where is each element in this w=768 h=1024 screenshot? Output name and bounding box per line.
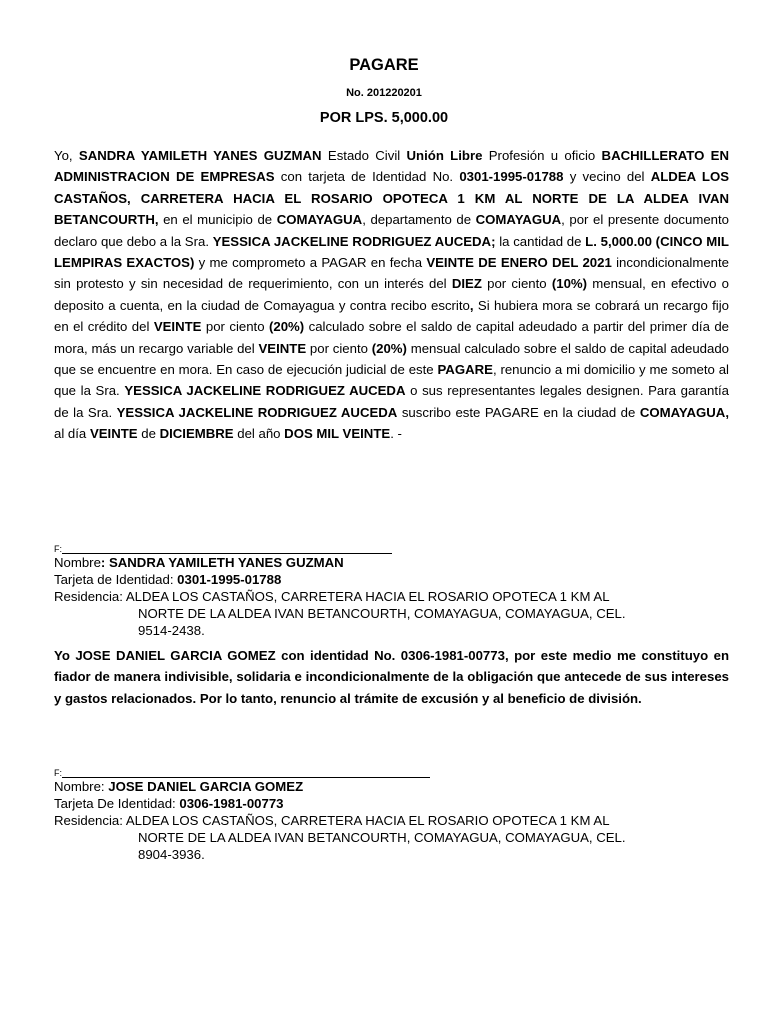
body-text: con tarjeta de Identidad No. bbox=[274, 169, 460, 185]
body-text: mensual calculado sobre el saldo de capital adeudado que se encuentre en mora. En caso de ejecución judicial de este bbox=[54, 340, 729, 378]
department: COMAYAGUA bbox=[475, 212, 562, 228]
interest-percent: (10%) bbox=[551, 276, 588, 292]
debtor-residence-row bbox=[54, 588, 729, 605]
variable-surcharge-word: VEINTE bbox=[258, 340, 307, 356]
profession: BACHILLERATO EN ADMINISTRACION DE EMPRESAS bbox=[54, 148, 729, 185]
name-value: : SANDRA YAMILETH YANES GUZMAN bbox=[100, 555, 344, 570]
signature-label: F: bbox=[54, 768, 62, 778]
body-text: incondicionalmente sin protesto y sin necesidad de requerimiento, con un interés del bbox=[54, 255, 729, 292]
creditor-name: YESSICA JACKELINE RODRIGUEZ AUCEDA bbox=[116, 404, 398, 420]
debtor-name: SANDRA YAMILETH YANES GUZMAN bbox=[78, 148, 322, 163]
creditor-name: YESSICA JACKELINE RODRIGUEZ AUCEDA bbox=[124, 383, 406, 399]
fixed-surcharge-word: VEINTE bbox=[153, 319, 202, 335]
body-text: . - bbox=[390, 426, 402, 442]
guarantor-statement: Yo JOSE DANIEL GARCIA GOMEZ con identidad No. 0306-1981-00773, por este medio me constituyo en fiador de manera indivisible, solidaria e incondicionalmente de la obligación que antecede de sus intereses y gastos relacionados. Por lo tanto, renuncio al trámite de excusión y al beneficio de división. bbox=[54, 648, 729, 706]
debtor-id-row bbox=[54, 571, 729, 588]
debtor-id: 0301-1995-01788 bbox=[459, 169, 564, 185]
id-value: 0301-1995-01788 bbox=[177, 572, 282, 587]
signature-line bbox=[54, 768, 729, 778]
residence-label: Residencia: bbox=[54, 589, 126, 604]
id-value: 0306-1981-00773 bbox=[179, 796, 284, 811]
debt-amount: L. 5,000.00 (CINCO MIL LEMPIRAS EXACTOS) bbox=[54, 233, 729, 271]
body-text: Profesión u oficio bbox=[482, 148, 602, 163]
signing-day: VEINTE bbox=[89, 426, 138, 442]
body-text: por ciento bbox=[481, 276, 552, 292]
residence-line: ALDEA LOS CASTAÑOS, CARRETERA HACIA EL ROSARIO OPOTECA 1 KM AL bbox=[125, 589, 610, 604]
municipality: COMAYAGUA bbox=[276, 212, 363, 228]
guarantor-signature-block bbox=[54, 768, 729, 863]
debtor-name-row bbox=[54, 554, 729, 571]
residence-label: Residencia: bbox=[54, 813, 126, 828]
residence-line: ALDEA LOS CASTAÑOS, CARRETERA HACIA EL ROSARIO OPOTECA 1 KM AL bbox=[125, 813, 610, 828]
signature-underline bbox=[62, 544, 392, 554]
body-text: del año bbox=[233, 426, 285, 442]
residence-line: 9514-2438. bbox=[138, 623, 205, 638]
signature-label: F: bbox=[54, 544, 62, 554]
body-text: de bbox=[137, 426, 160, 442]
promissory-note-body bbox=[54, 145, 729, 445]
body-text: Yo, bbox=[54, 148, 79, 163]
guarantor-residence-row bbox=[54, 812, 729, 829]
interest-word: DIEZ bbox=[451, 276, 482, 292]
body-text: o sus representantes legales designen. Para garantía de la Sra. bbox=[54, 383, 729, 420]
document-number: No. 201220201 bbox=[346, 87, 422, 99]
name-value: JOSE DANIEL GARCIA GOMEZ bbox=[108, 779, 304, 794]
body-text: y me comprometo a PAGAR en fecha bbox=[194, 255, 427, 271]
body-text: , departamento de bbox=[362, 212, 476, 228]
id-label: Tarjeta De Identidad: bbox=[54, 796, 180, 811]
debtor-signature-block bbox=[54, 544, 729, 639]
body-text: al día bbox=[54, 426, 90, 442]
body-text: mensual, en efectivo o deposito a cuenta, en la ciudad de Comayagua y contra recibo escrito bbox=[54, 276, 729, 313]
residence-line: 8904-3936. bbox=[138, 847, 205, 862]
residence-line: NORTE DE LA ALDEA IVAN BETANCOURTH, COMAYAGUA, COMAYAGUA, CEL. bbox=[138, 830, 626, 845]
debtor-address: ALDEA LOS CASTAÑOS, CARRETERA HACIA EL ROSARIO OPOTECA 1 KM AL NORTE DE LA ALDEA IVAN BETANCOURTH, bbox=[54, 169, 729, 228]
fixed-surcharge-percent: (20%) bbox=[268, 319, 305, 335]
body-text: , por el presente documento declaro que debo a la Sra. bbox=[54, 212, 729, 249]
due-date: VEINTE DE ENERO DEL 2021 bbox=[426, 255, 612, 271]
signature-underline bbox=[62, 768, 430, 778]
body-text: la cantidad de bbox=[495, 233, 586, 249]
document-amount: POR LPS. 5,000.00 bbox=[319, 110, 449, 126]
body-text: en el municipio de bbox=[158, 212, 277, 228]
body-text: y vecino del bbox=[563, 169, 651, 185]
name-label: Nombre bbox=[54, 555, 101, 570]
document-title: PAGARE bbox=[349, 56, 419, 74]
guarantor-id-row bbox=[54, 795, 729, 812]
body-text: por ciento bbox=[306, 340, 372, 356]
civil-status: Unión Libre bbox=[406, 148, 483, 163]
body-text: calculado sobre el saldo de capital adeudado a partir del primer día de mora, más un recargo variable del bbox=[54, 319, 729, 356]
variable-surcharge-percent: (20%) bbox=[371, 340, 407, 356]
signing-city: COMAYAGUA, bbox=[639, 404, 729, 420]
residence-line: NORTE DE LA ALDEA IVAN BETANCOURTH, COMAYAGUA, COMAYAGUA, CEL. bbox=[138, 606, 626, 621]
signature-line bbox=[54, 544, 729, 554]
creditor-name: YESSICA JACKELINE RODRIGUEZ AUCEDA; bbox=[212, 233, 496, 249]
guarantor-name-row bbox=[54, 778, 729, 795]
body-comma: , bbox=[469, 297, 474, 313]
body-text: suscribo este PAGARE en la ciudad de bbox=[397, 404, 640, 420]
id-label: Tarjeta de Identidad: bbox=[54, 572, 178, 587]
signing-month: DICIEMBRE bbox=[159, 426, 234, 442]
pagare-word: PAGARE bbox=[437, 362, 493, 378]
body-text: , renuncio a mi domicilio y me someto al que la Sra. bbox=[54, 362, 729, 399]
signing-year: DOS MIL VEINTE bbox=[284, 426, 391, 442]
body-text: Estado Civil bbox=[321, 148, 407, 163]
name-label: Nombre: bbox=[54, 779, 109, 794]
body-text: por ciento bbox=[201, 319, 269, 335]
body-text: Si hubiera mora se cobrará un recargo fijo en el crédito del bbox=[54, 297, 729, 335]
